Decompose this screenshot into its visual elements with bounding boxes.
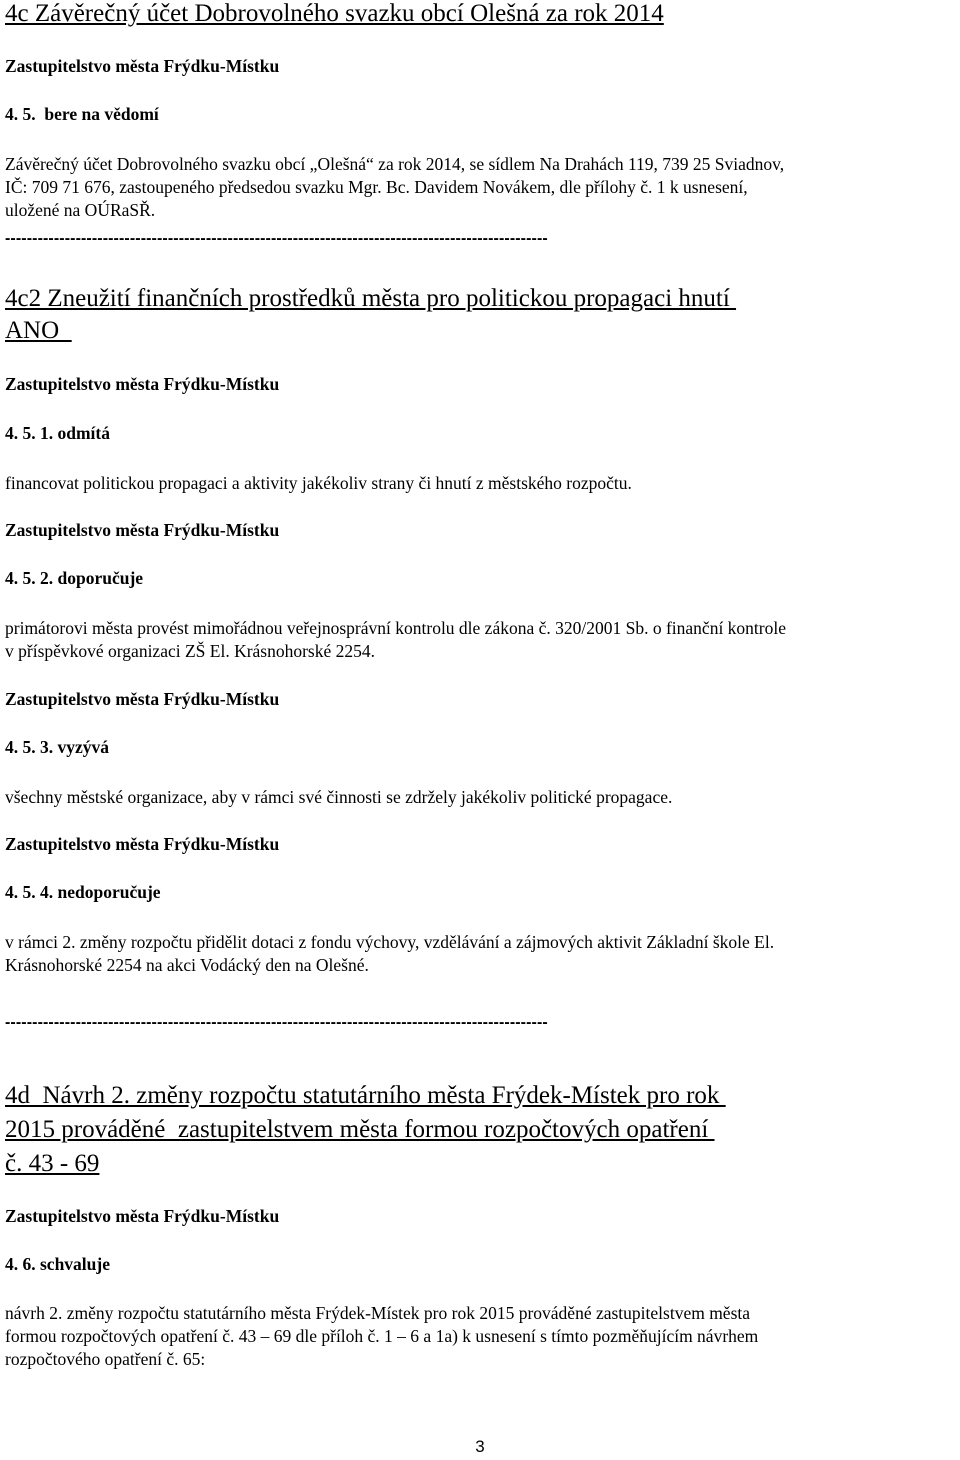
page-number: 3 [475,1437,485,1456]
section-4d-heading-line: 4d Návrh 2. změny rozpočtu statutárního města Frýdek-Místek pro rok [5,1082,726,1109]
resolution-text-line: všechny městské organizace, aby v rámci své činnosti se zdržely jakékoliv politické propagace. [5,787,673,807]
resolution-number: 4. 5. 3. vyzývá [5,737,110,757]
resolution-text-line: uložené na OÚRaSŘ. [5,200,156,220]
council-name: Zastupitelstvo města Frýdku-Místku [5,689,280,709]
resolution-number: 4. 5. bere na vědomí [5,104,159,124]
council-name: Zastupitelstvo města Frýdku-Místku [5,1206,280,1226]
resolution-text-line: rozpočtového opatření č. 65: [5,1349,206,1369]
resolution-number: 4. 6. schvaluje [5,1254,110,1274]
resolution-text-line: v rámci 2. změny rozpočtu přidělit dotaci z fondu výchovy, vzdělávání a zájmových aktivit Základní škole El. [5,932,775,952]
council-name: Zastupitelstvo města Frýdku-Místku [5,374,280,394]
separator-line: ---------------------------------------------------------------------------------------------------- [5,230,548,247]
section-4d-heading-line: 2015 prováděné zastupitelstvem města formou rozpočtových opatření [5,1116,715,1143]
separator-line: ---------------------------------------------------------------------------------------------------- [5,1014,548,1031]
section-4c2-heading-line: ANO [5,317,72,344]
resolution-text-line: v příspěvkové organizaci ZŠ El. Krásnohorské 2254. [5,641,376,661]
resolution-number: 4. 5. 2. doporučuje [5,568,144,588]
resolution-text-line: IČ: 709 71 676, zastoupeného předsedou svazku Mgr. Bc. Davidem Novákem, dle přílohy č. 1 k usnesení, [5,177,748,197]
resolution-text-line: formou rozpočtových opatření č. 43 – 69 dle příloh č. 1 – 6 a 1a) k usnesení s tímto pozměňujícím návrhem [5,1326,759,1346]
resolution-text-line: financovat politickou propagaci a aktivity jakékoliv strany či hnutí z městského rozpočtu. [5,473,632,493]
resolution-text-line: Krásnohorské 2254 na akci Vodácký den na Olešné. [5,955,369,975]
council-name: Zastupitelstvo města Frýdku-Místku [5,520,280,540]
resolution-text-line: primátorovi města provést mimořádnou veřejnosprávní kontrolu dle zákona č. 320/2001 Sb. o finanční kontrole [5,618,787,638]
resolution-number: 4. 5. 1. odmítá [5,423,110,443]
section-4c2-heading-line: 4c2 Zneužití finančních prostředků města pro politickou propagaci hnutí [5,285,737,312]
council-name: Zastupitelstvo města Frýdku-Místku [5,56,280,76]
section-4d-heading-line: č. 43 - 69 [5,1150,100,1177]
council-name: Zastupitelstvo města Frýdku-Místku [5,834,280,854]
resolution-number: 4. 5. 4. nedoporučuje [5,882,161,902]
resolution-text-line: Závěrečný účet Dobrovolného svazku obcí „Olešná“ za rok 2014, se sídlem Na Drahách 119, 739 25 Sviadnov, [5,154,785,174]
resolution-text-line: návrh 2. změny rozpočtu statutárního města Frýdek-Místek pro rok 2015 prováděné zastupitelstvem města [5,1303,751,1323]
section-4c-heading: 4c Závěrečný účet Dobrovolného svazku obcí Olešná za rok 2014 [5,0,664,27]
